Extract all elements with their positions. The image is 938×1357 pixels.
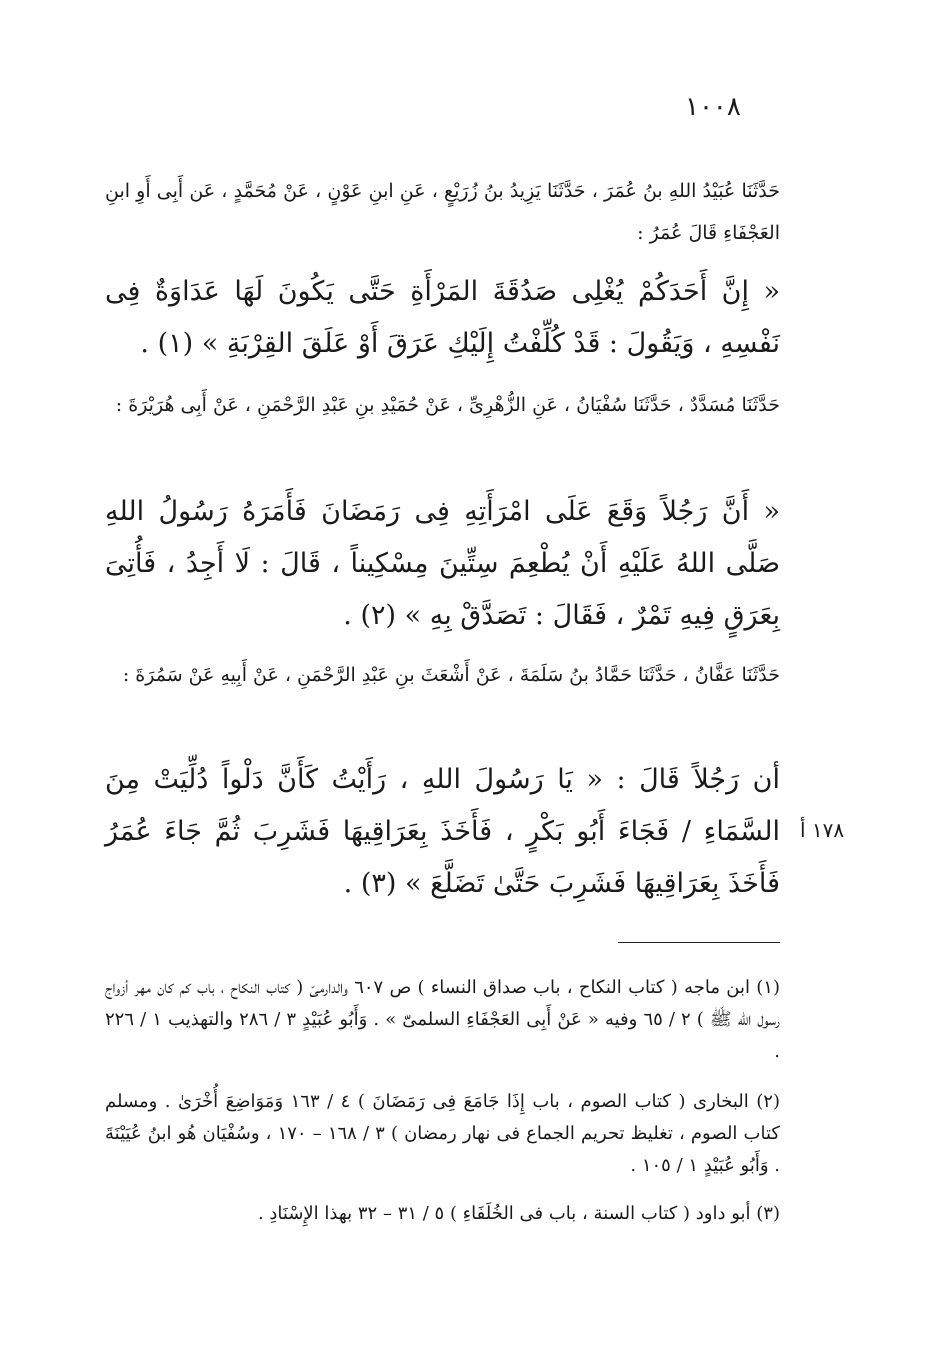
hadith-3-isnad: حَدَّثَنَا عَفَّانُ ، حَدَّثَنَا حَمَّادُ بنُ سَلَمَةَ ، عَنْ أَشْعَثَ بنِ عَبْدِ الرَّحْمَنِ ، عَنْ أَبِيهِ عَنْ سَمُرَةَ : bbox=[122, 664, 780, 686]
hadith-1-isnad: حَدَّثَنَا عُبَيْدُ اللهِ بنُ عُمَرَ ، حَدَّثَنَا يَزِيدُ بنُ زُرَيْعٍ ، عَنِ ابنِ عَوْنٍ ، عَنْ مُحَمَّدٍ ، عَن أَبِى أَوِ ابنِ العَجْفَاءِ قَالَ عُمَرُ : bbox=[105, 180, 780, 244]
footnote-1: (١) ابن ماجه ( كتاب النكاح ، باب صداق النساء ) ص ٦٠٧ والدارمىّ ( كتاب النكاح ، باب كم كان مهر أزواج رسول الله ﷺ ) ٢ / ٦٥ وفيه « عَنْ أَبِى العَجْفَاءِ السلمىّ » . وَأَبُو عُبَيْدٍ ٣ / ٢٨٦ والتهذيب ١ / ٢٢٦ . bbox=[105, 977, 781, 1062]
footnote-2: (٢) البخارى ( كتاب الصوم ، باب إِذَا جَامَعَ فِى رَمَضَانَ ) ٤ / ١٦٣ وَمَوَاضِعَ أُخْرَىٰ . ومسلم كتاب الصوم ، تغليظ تحريم الجماع فى نهار رمضان ) ٣ / ١٦٨ – ١٧٠ ، وسُفْيَان هُو ابنُ عُيَيْنَةَ . وَأَبُو عُبَيْدٍ ١ / ١٠٥ . bbox=[105, 1091, 780, 1176]
manuscript-folio-note: ١٧٨ أ bbox=[800, 818, 845, 842]
hadith-2-isnad: حَدَّثَنَا مُسَدَّدٌ ، حَدَّثَنَا سُفْيَانُ ، عَنِ الزُّهْرِىِّ ، عَنْ حُمَيْدِ بنِ عَبْدِ الرَّحْمَنِ ، عَنْ أَبِى هُرَيْرَةَ : bbox=[115, 394, 780, 416]
footnote-separator bbox=[618, 942, 780, 943]
hadith-2-matn: « أَنَّ رَجُلاً وَقَعَ عَلَى امْرَأَتِهِ فِى رَمَضَانَ فَأَمَرَهُ رَسُولُ اللهِ صَلَّى اللهُ عَلَيْهِ أَنْ يُطْعِمَ سِتِّينَ مِسْكِيناً ، قَالَ : لَا أَجِدُ ، فَأُتِىَ بِعَرَقٍ فِيهِ تَمْرٌ ، فَقَالَ : تَصَدَّقْ بِهِ » (٢) . bbox=[105, 496, 780, 631]
footnote-3: (٣) أبو داود ( كتاب السنة ، باب فى الخُلَفَاءِ ) ٥ / ٣١ – ٣٢ بهذا الإِسْنَادِ . bbox=[257, 1203, 780, 1224]
page-number: ١٠٠٨ bbox=[685, 92, 741, 122]
hadith-3-matn: أن رَجُلاً قَالَ : « يَا رَسُولَ اللهِ ، رَأَيْتُ كَأَنَّ دَلْواً دُلِّيَتْ مِنَ السَّمَاءِ / فَجَاءَ أَبُو بَكْرٍ ، فَأَخَذَ بِعَرَاقِيهَا فَشَرِبَ ثُمَّ جَاءَ عُمَرُ فَأَخَذَ بِعَرَاقِيهَا فَشَرِبَ حَتَّىٰ تَضَلَّعَ » (٣) . bbox=[105, 764, 780, 899]
hadith-1-matn: « إِنَّ أَحَدَكُمْ يُغْلِى صَدُقَةَ المَرْأَةِ حَتَّى يَكُونَ لَهَا عَدَاوَةٌ فِى نَفْسِهِ ، وَيَقُولَ : قَدْ كُلِّفْتُ إِلَيْكِ عَرَقَ أَوْ عَلَقَ القِرْبَةِ » (١) . bbox=[105, 276, 780, 359]
